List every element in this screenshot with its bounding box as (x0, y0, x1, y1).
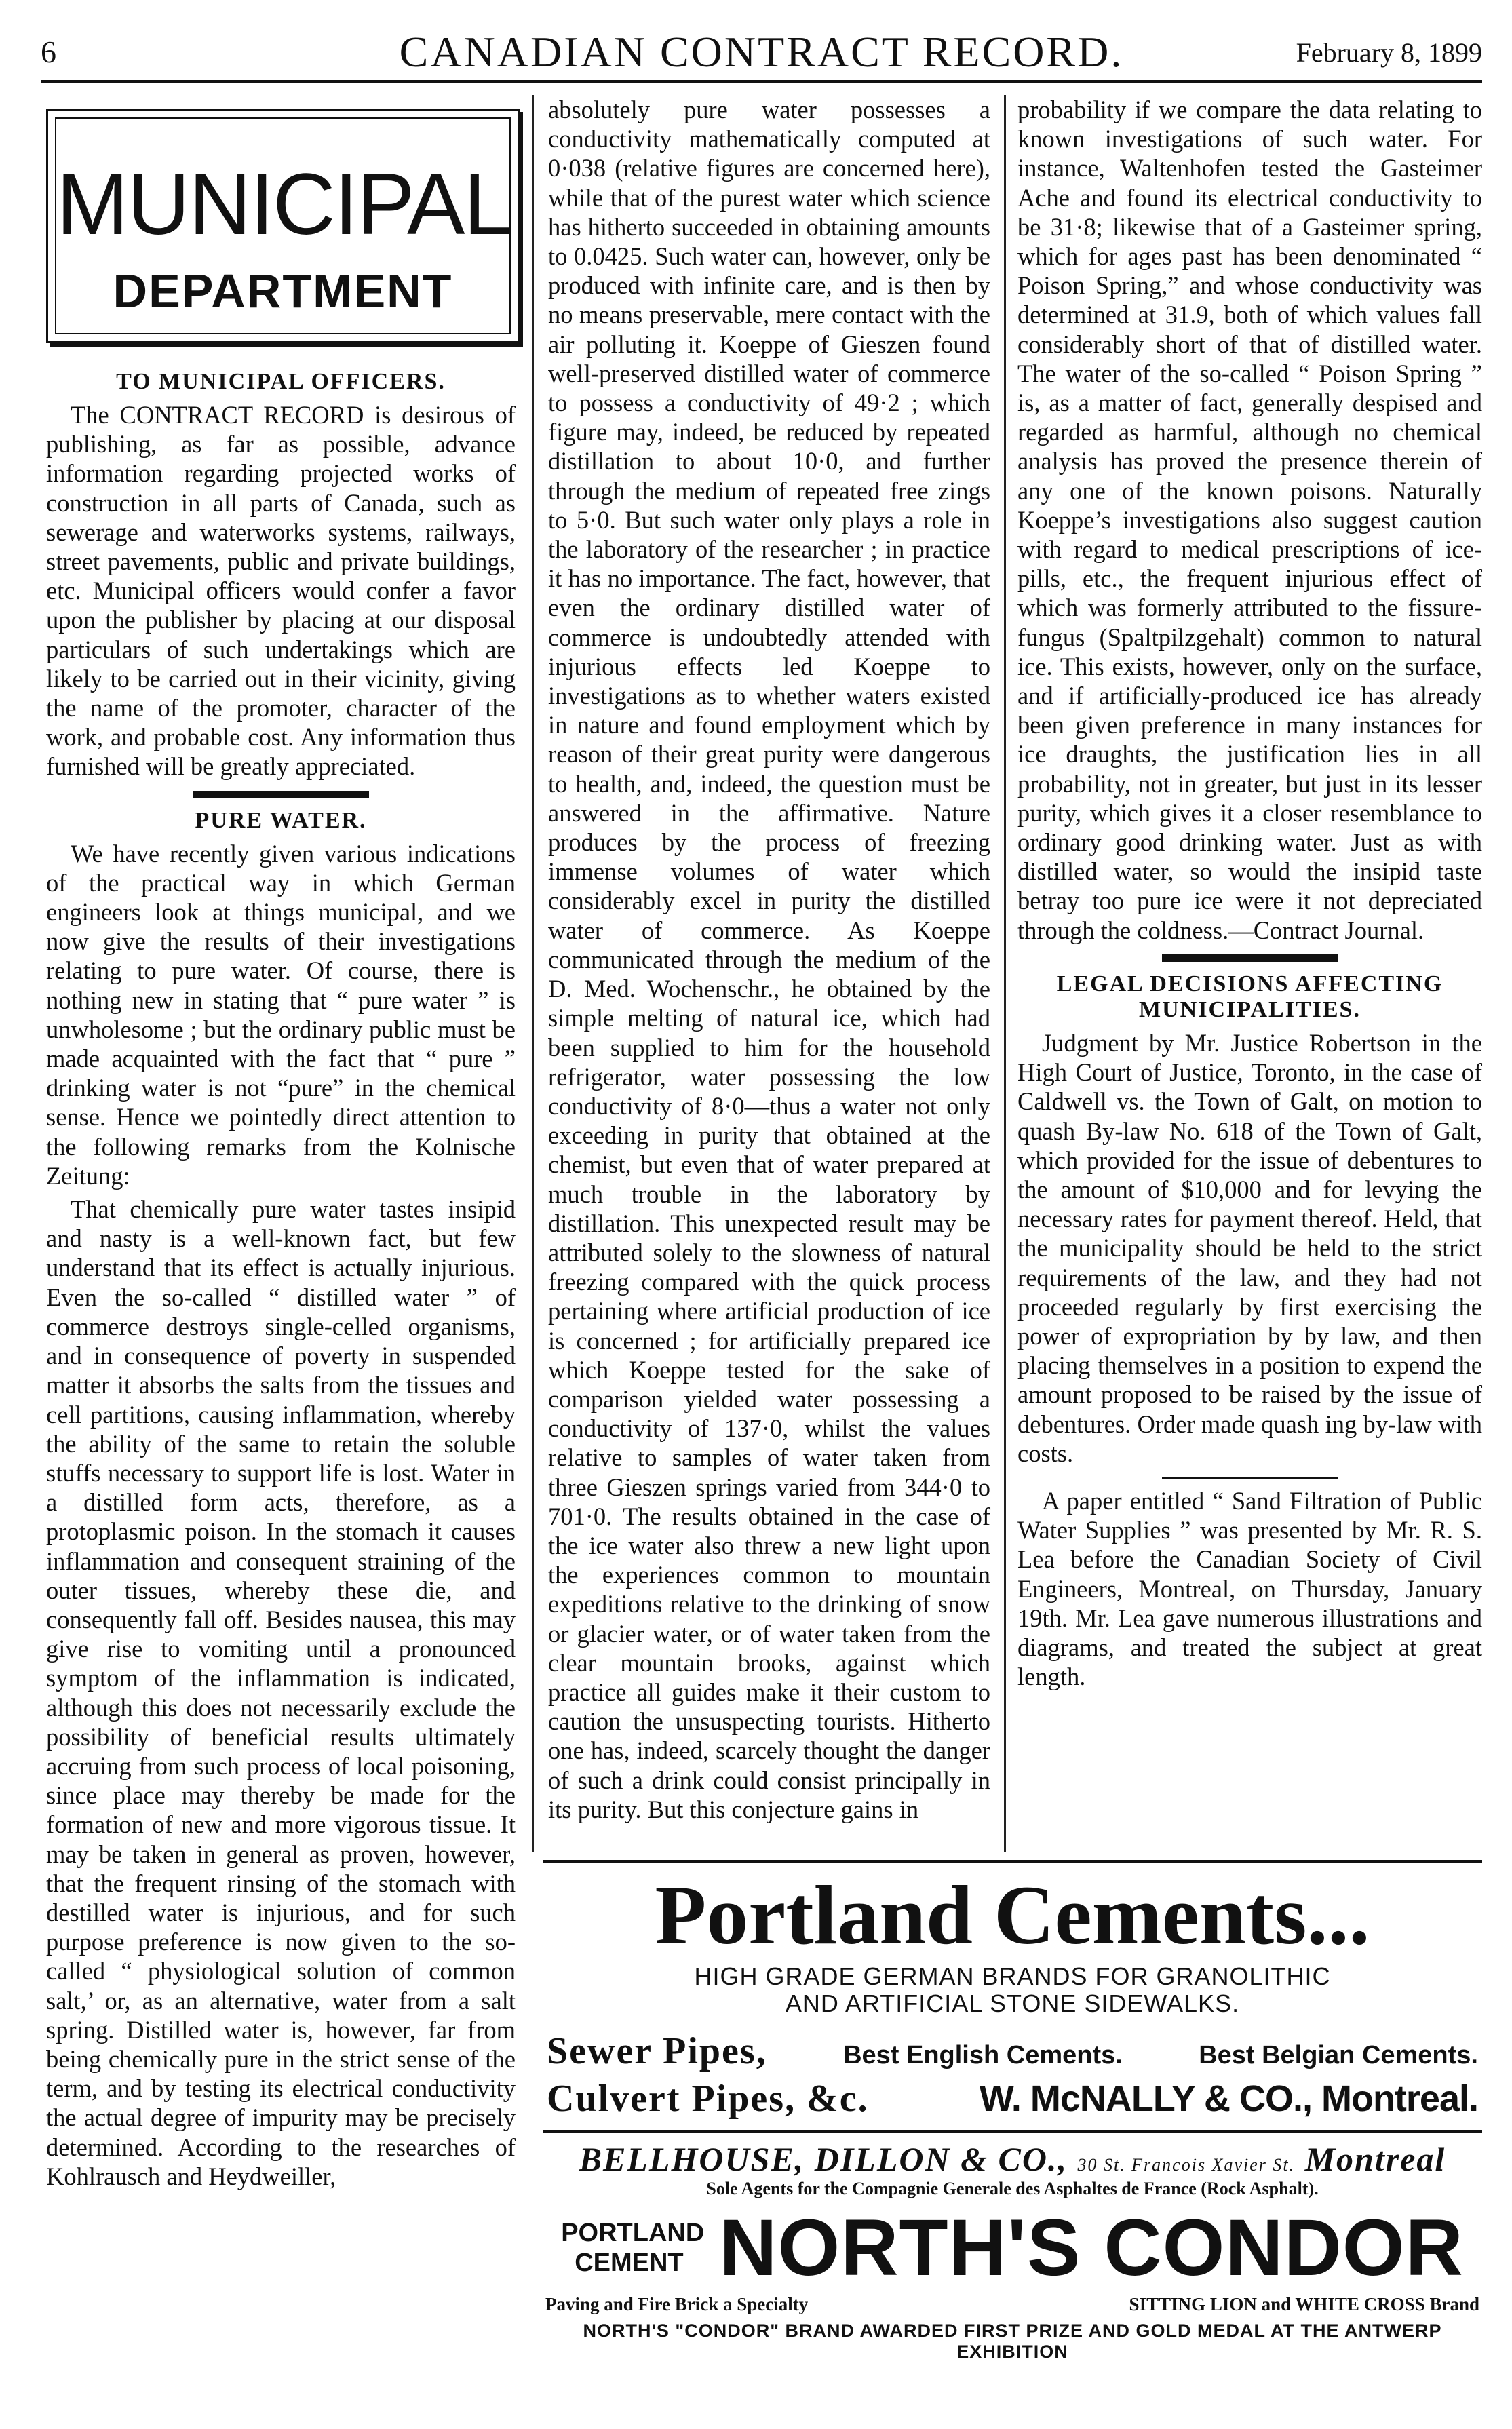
ad-bellhouse-firm: BELLHOUSE, DILLON & CO., (579, 2140, 1068, 2178)
masthead: CANADIAN CONTRACT RECORD. (399, 28, 1124, 76)
ad-belgian-cements: Best Belgian Cements. (1199, 2041, 1478, 2069)
department-title-2: DEPARTMENT (113, 265, 453, 317)
column-rule-1 (532, 95, 534, 1852)
paragraph-water-body: That chemically pure water tastes insipid and nasty is a well-known fact, but few understand that its effect is actually injurious. Even the so-called “ distilled water ” of commerce destroys single-celled organisms, and in consequence of poverty in suspended matter it absorbs the salts from the tissues and cell partitions, causing inflammation, whereby the ability of the same to retain the soluble stuffs necessary to support life is lost. Water in a distilled form acts, therefore, as a protoplasmic poison. In the stomach it causes inflammation and consequent straining of the outer tissues, whereby these die, and consequently fall off. Besides nausea, this may give rise to vomiting until a pronounced symptom of the inflammation is indicated, although this does not necessarily exclude the possibility of beneficial results ultimately accruing from such process of local poisoning, since place may thereby be made for the formation of new and more vigorous tissue. It may be taken in general as proven, however, that the frequent rinsing of the stomach with destilled water is injurious, and for such purpose preference is now given to the so-called “ physiological solution of common salt,’ or, as an alternative, water from a salt spring. Distilled water is, however, far from being chemically pure in the strict sense of the term, and by testing its electrical conductivity the actual degree of impurity may be precisely determined. According to the researches of Kohlrausch and Heydweiller, (46, 1195, 516, 2190)
portland-cement-logo (561, 2218, 704, 2278)
ad-condor-brand-row (543, 2202, 1482, 2294)
paragraph-water-continued: absolutely pure water possesses a conductivity mathematically computed at 0·038 (relative figures are concerned here), while that of the purest water which science has hitherto succeeded in obtaining amounts to 0.0425. Such water can, however, only be produced with infinite care, and is then by no means preservable, mere contact with the air polluting it. Koeppe of Gieszen found well-preserved distilled water of commerce to possess a conductivity of 49·2 ; which figure may, indeed, be reduced by repeated distillation to about 10·0, and further through the medium of repeated free zings to 5·0. But such water only plays a role in the laboratory of the researcher ; in practice it has no importance. The fact, however, that even the ordinary distilled water of commerce is undoubtedly attended with injurious effects led Koeppe to investigations as to whether waters existed in nature and found employment which by reason of their great purity were dangerous to health, and, indeed, the question must be answered in the affirmative. Nature produces by the process of freezing immense volumes of water which considerably excel in purity the distilled water of commerce. As Koeppe communicated through the medium of the D. Med. Wochenschr., he obtained by the simple melting of natural ice, which had been supplied to him for the household refrigerator, water possessing the low conductivity of 8·0—thus a water not only exceeding in purity that obtained at the chemist, but even that of water prepared at much trouble in the laboratory by distillation. This unexpected result may be attributed solely to the slowness of natural freezing compared with the quick process pertaining where artificial production of ice is concerned ; for artificially prepared ice which Koeppe tested for the sake of comparison yielded water possessing a conductivity of 137·0, whilst the values relative to samples of water taken from three Gieszen springs varied from 344·0 to 701·0. The results obtained in the case of the ice water also threw a new light upon the experiences common to mountain expeditions relative to the drinking of snow or glacier water, or of water taken from the clear mountain brooks, against which practice all guides make it their custom to caution the unsuspecting tourists. Hitherto one has, indeed, scarcely thought the danger of such a drink could consist principally in its purity. But this conjecture gains in (548, 96, 990, 1823)
heading-pure-water: PURE WATER. (195, 807, 367, 833)
column-rule-2 (1004, 95, 1006, 1852)
ad-bellhouse-city: Montreal (1304, 2140, 1446, 2178)
ad-rule (543, 1860, 1482, 1863)
column-3 (1017, 95, 1482, 1695)
ad-firm-mcnally: W. McNALLY & CO., Montreal. (979, 2078, 1478, 2119)
heading-municipal-officers: TO MUNICIPAL OFFICERS. (116, 369, 446, 394)
page-header (41, 19, 1482, 87)
ad-portland-cements (543, 1860, 1482, 2172)
ad-subline-1: HIGH GRADE GERMAN BRANDS FOR GRANOLITHIC (694, 1962, 1331, 1990)
ad-english-cements: Best English Cements. (843, 2041, 1123, 2069)
paragraph-water-conclusion: probability if we compare the data relating to known investigations of such water. For instance, Waltenhofen tested the Gasteimer Ache and found its electrical conductivity to be 31·8; likewise that of a Gasteimer spring, which for ages past has been denominated “ Poison Spring,” and whose conductivity was determined at 31.9, both of which values fall considerably short of that of distilled water. The water of the so-called “ Poison Spring ” is, as a matter of fact, generally despised and regarded as harmful, although no chemical analysis has proved the presence therein of any one of the known poisons. Naturally Koeppe’s investigations also suggest caution with regard to medical prescriptions of ice-pills, etc., the frequent injurious effect of which was formerly attributed to the fissure-fungus (Spaltpilzgehalt) common to natural ice. This exists, however, only on the surface, and if artificially-produced ice has already been given preference in many instances for ice draughts, the justification lies in all probability, not in greater, but just in its lesser purity, which gives it a closer resemblance to ordinary good drinking water. Just as with distilled water, so would the insipid taste betray too pure ice were it not depreciated through the coldness.—Contract Journal. (1017, 96, 1482, 944)
section-separator (1162, 1477, 1338, 1479)
ad-rule (543, 2130, 1482, 2133)
department-title-1: MUNICIPAL (56, 156, 511, 253)
ad-row-1 (543, 2029, 1482, 2073)
logo-portland: PORTLAND (561, 2219, 705, 2247)
paragraph-legal: Judgment by Mr. Justice Robertson in the High Court of Justice, Toronto, in the case of Caldwell vs. the Town of Galt, on motion to quash By-law No. 618 of the Town of Galt, which provided for the issue of debentures to the amount of $10,000 and for levying the necessary rates for payment thereof. Held, that the municipality should be held to the strict requirements of the law, and they had not proceeded regularly by first exercising the power of expropriation by by law, and then placing themselves in a position to expend the amount proposed to be raised by the issue of debentures. Order made quash ing by-law with costs. (1017, 1028, 1482, 1467)
section-separator (193, 791, 369, 798)
ad-sole-agents: Sole Agents for the Compagnie Generale des Asphaltes de France (Rock Asphalt). (706, 2179, 1319, 2198)
section-separator (1162, 954, 1338, 962)
ad-row-2 (543, 2077, 1482, 2120)
ad-sewer-pipes: Sewer Pipes, (547, 2030, 767, 2072)
ad-lion-cross-brand: SITTING LION and WHITE CROSS Brand (1129, 2294, 1479, 2314)
issue-date: February 8, 1899 (1296, 37, 1482, 68)
ad-subline-2: AND ARTIFICIAL STONE SIDEWALKS. (785, 1989, 1240, 2017)
page-number: 6 (41, 35, 56, 69)
ad-paving-specialty: Paving and Fire Brick a Specialty (545, 2294, 809, 2314)
ad-culvert-pipes: Culvert Pipes, &c. (547, 2078, 869, 2120)
department-banner (46, 109, 520, 343)
department-banner-frame (55, 117, 511, 334)
condor-brand-name: NORTH'S CONDOR (719, 2203, 1464, 2293)
heading-legal-decisions: LEGAL DECISIONS AFFECTING MUNICIPALITIES. (1056, 971, 1443, 1022)
paragraph-sand-filtration: A paper entitled “ Sand Filtration of Public Water Supplies ” was presented by Mr. R. S. Lea before the Canadian Society of Civil Engineers, Montreal, on Thursday, January 19th. Mr. Lea gave numerous illustrations and diagrams, and treated the subject at great length. (1017, 1486, 1482, 1691)
ad-bellhouse-address: 30 St. Francois Xavier St. (1077, 2155, 1296, 2175)
paragraph-officers: The CONTRACT RECORD is desirous of publishing, as far as possible, advance information regarding projected works of construction in all parts of Canada, such as sewerage and waterworks systems, railways, street pavements, public and private buildings, etc. Municipal officers would confer a favor upon the publisher by placing at our disposal particulars of such undertakings which are likely to be carried out in their vicinity, giving the name of the promoter, character of the work, and probable cost. Any information thus furnished will be greatly appreciated. (46, 401, 516, 781)
header-rule (41, 80, 1482, 83)
ad-condor-details (543, 2294, 1482, 2315)
ad-bellhouse-line (543, 2139, 1482, 2179)
logo-cement: CEMENT (575, 2249, 684, 2277)
paragraph-water-intro: We have recently given various indications of the practical way in which German engineers look at things municipal, and we now give the results of their investigations relating to pure water. Of course, there is nothing new in stating that “ pure water ” is unwholesome ; but the ordinary public must be made acquainted with the fact that “ pure ” drinking water is not “pure” in the chemical sense. Hence we pointedly direct attention to the following remarks from the Kolnische Zeitung: (46, 839, 516, 1190)
column-1 (46, 360, 516, 2195)
ad-award-line: NORTH'S "CONDOR" BRAND AWARDED FIRST PRIZE AND GOLD MEDAL AT THE ANTWERP EXHIBITION (583, 2320, 1442, 2362)
ad-norths-condor (543, 2130, 1482, 2401)
ad-headline: Portland Cements... (655, 1869, 1370, 1962)
column-2 (548, 95, 990, 1828)
